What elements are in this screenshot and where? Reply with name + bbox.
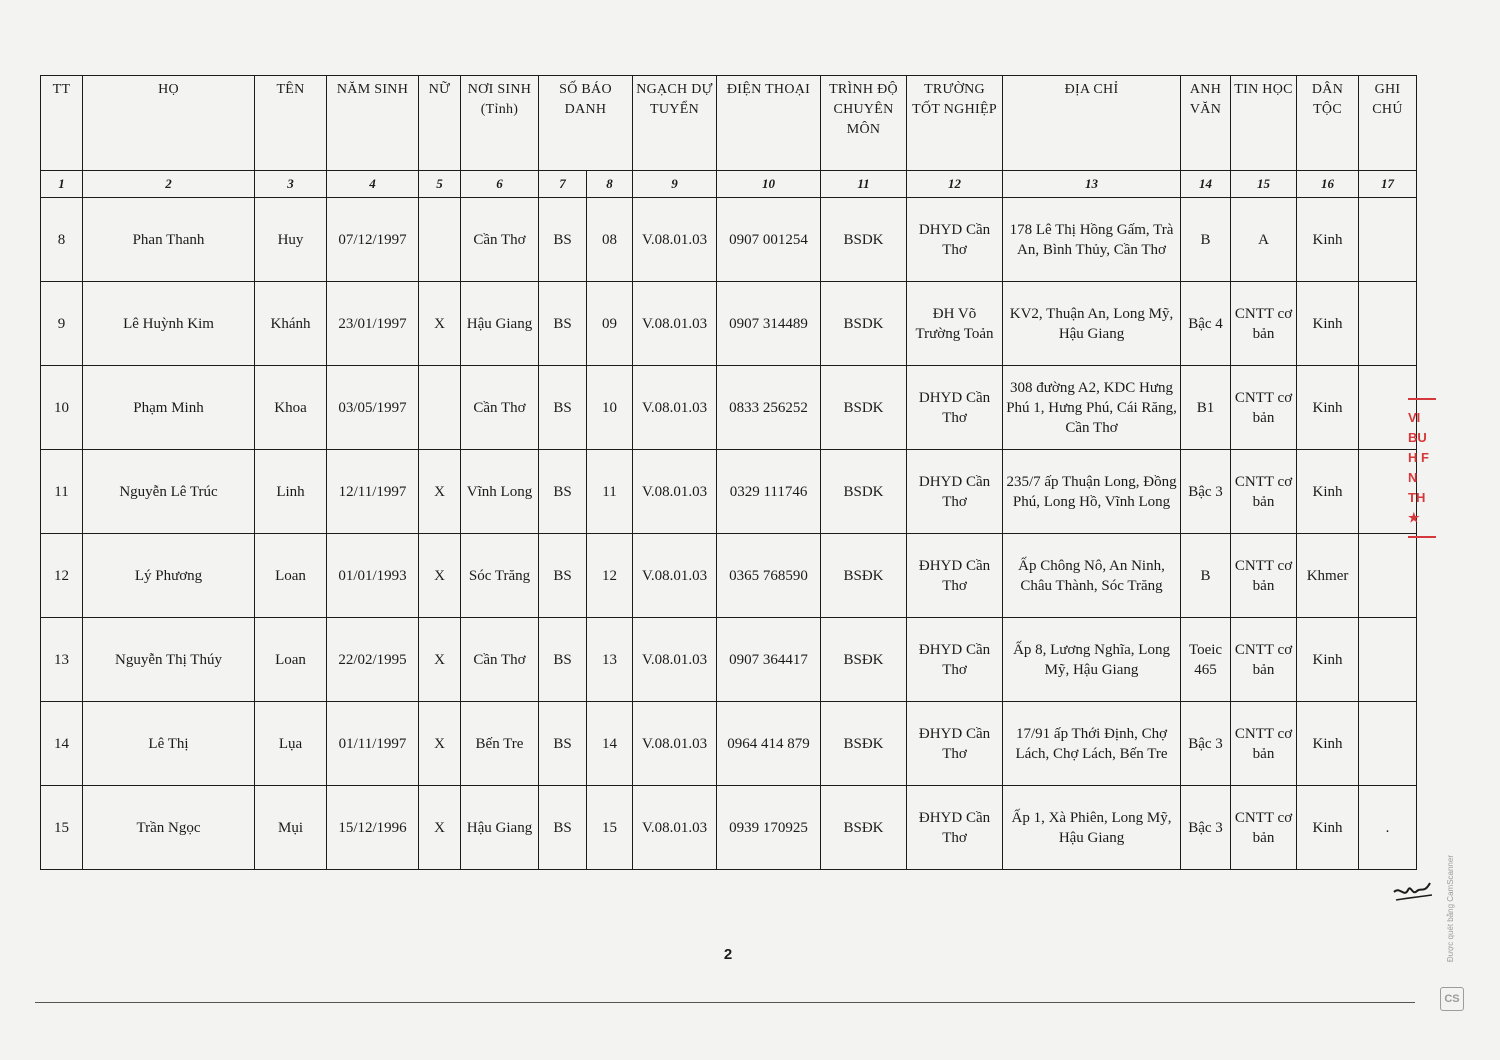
cell-trinh-do: BSĐK — [821, 618, 907, 702]
cell-nu: X — [419, 534, 461, 618]
column-number: 16 — [1297, 171, 1359, 198]
cell-trinh-do: BSĐK — [821, 702, 907, 786]
cell-anh-van: Bậc 4 — [1181, 282, 1231, 366]
column-number: 7 — [539, 171, 587, 198]
camscanner-logo-icon: CS — [1440, 987, 1464, 1011]
header-row — [41, 76, 1417, 171]
header-dia-chi: ĐỊA CHỈ — [1003, 76, 1181, 171]
cell-ma: BS — [539, 618, 587, 702]
cell-so: 10 — [587, 366, 633, 450]
table-row — [41, 366, 1417, 450]
cell-noi-sinh: Sóc Trăng — [461, 534, 539, 618]
candidate-roster-table — [40, 75, 1417, 870]
cell-nu — [419, 366, 461, 450]
cell-so: 15 — [587, 786, 633, 870]
cell-ngach: V.08.01.03 — [633, 786, 717, 870]
cell-ma: BS — [539, 534, 587, 618]
cell-nu — [419, 198, 461, 282]
cell-ngach: V.08.01.03 — [633, 534, 717, 618]
header-dan-toc: DÂN TỘC — [1297, 76, 1359, 171]
cell-noi-sinh: Cần Thơ — [461, 618, 539, 702]
cell-nu: X — [419, 450, 461, 534]
cell-nam-sinh: 01/01/1993 — [327, 534, 419, 618]
cell-ho: Nguyễn Lê Trúc — [83, 450, 255, 534]
cell-dia-chi: 17/91 ấp Thới Định, Chợ Lách, Chợ Lách, Bến Tre — [1003, 702, 1181, 786]
header-ten: TÊN — [255, 76, 327, 171]
cell-nam-sinh: 15/12/1996 — [327, 786, 419, 870]
cell-ho: Lê Thị — [83, 702, 255, 786]
cell-nam-sinh: 23/01/1997 — [327, 282, 419, 366]
cell-so: 14 — [587, 702, 633, 786]
cell-tin-hoc: A — [1231, 198, 1297, 282]
cell-noi-sinh: Hậu Giang — [461, 786, 539, 870]
table-row — [41, 618, 1417, 702]
table-row — [41, 534, 1417, 618]
cell-anh-van: B — [1181, 534, 1231, 618]
cell-ten: Khoa — [255, 366, 327, 450]
page-number: 2 — [723, 946, 733, 963]
cell-trinh-do: BSĐK — [821, 534, 907, 618]
cell-so: 13 — [587, 618, 633, 702]
cell-ma: BS — [539, 786, 587, 870]
cell-ten: Mụi — [255, 786, 327, 870]
column-number: 2 — [83, 171, 255, 198]
column-number: 3 — [255, 171, 327, 198]
cell-ma: BS — [539, 366, 587, 450]
scanner-watermark — [1440, 855, 1464, 1015]
cell-ma: BS — [539, 702, 587, 786]
cell-noi-sinh: Vĩnh Long — [461, 450, 539, 534]
cell-noi-sinh: Cần Thơ — [461, 366, 539, 450]
column-number: 9 — [633, 171, 717, 198]
seal-text: VI — [1408, 410, 1421, 425]
header-nam-sinh: NĂM SINH — [327, 76, 419, 171]
cell-trinh-do: BSĐK — [821, 786, 907, 870]
header-so-bao-danh: SỐ BÁO DANH — [539, 76, 633, 171]
cell-nam-sinh: 03/05/1997 — [327, 366, 419, 450]
cell-ghi-chu — [1359, 282, 1417, 366]
cell-truong: ĐHYD Cần Thơ — [907, 534, 1003, 618]
cell-nu: X — [419, 618, 461, 702]
cell-ghi-chu — [1359, 618, 1417, 702]
cell-tt: 13 — [41, 618, 83, 702]
cell-truong: ĐHYD Cần Thơ — [907, 702, 1003, 786]
column-number: 10 — [717, 171, 821, 198]
cell-ma: BS — [539, 450, 587, 534]
seal-text: BU — [1408, 430, 1427, 445]
cell-ho: Lý Phương — [83, 534, 255, 618]
cell-ngach: V.08.01.03 — [633, 450, 717, 534]
header-tt: TT — [41, 76, 83, 171]
header-noi-sinh: NƠI SINH (Tỉnh) — [461, 76, 539, 171]
cell-nam-sinh: 22/02/1995 — [327, 618, 419, 702]
cell-ghi-chu — [1359, 702, 1417, 786]
cell-truong: DHYD Cần Thơ — [907, 450, 1003, 534]
cell-anh-van: B1 — [1181, 366, 1231, 450]
seal-line — [1408, 398, 1436, 400]
cell-dan-toc: Kinh — [1297, 786, 1359, 870]
cell-ma: BS — [539, 198, 587, 282]
table-row — [41, 786, 1417, 870]
cell-ngach: V.08.01.03 — [633, 702, 717, 786]
table-row — [41, 702, 1417, 786]
header-dien-thoai: ĐIỆN THOẠI — [717, 76, 821, 171]
column-number: 1 — [41, 171, 83, 198]
cell-noi-sinh: Bến Tre — [461, 702, 539, 786]
column-number: 11 — [821, 171, 907, 198]
cell-ho: Phan Thanh — [83, 198, 255, 282]
cell-ho: Phạm Minh — [83, 366, 255, 450]
table-row — [41, 198, 1417, 282]
cell-tt: 15 — [41, 786, 83, 870]
header-ghi-chu: GHI CHÚ — [1359, 76, 1417, 171]
cell-dien-thoai: 0907 314489 — [717, 282, 821, 366]
column-number: 6 — [461, 171, 539, 198]
cell-dien-thoai: 0365 768590 — [717, 534, 821, 618]
seal-text: N TH — [1408, 470, 1426, 505]
cell-ngach: V.08.01.03 — [633, 618, 717, 702]
seal-text: H F — [1408, 450, 1429, 465]
cell-dan-toc: Kinh — [1297, 618, 1359, 702]
cell-dien-thoai: 0939 170925 — [717, 786, 821, 870]
cell-ten: Khánh — [255, 282, 327, 366]
cell-so: 11 — [587, 450, 633, 534]
header-ho: HỌ — [83, 76, 255, 171]
cell-dien-thoai: 0907 364417 — [717, 618, 821, 702]
cell-dia-chi: 178 Lê Thị Hồng Gấm, Trà An, Bình Thủy, Cần Thơ — [1003, 198, 1181, 282]
header-ngach: NGẠCH DỰ TUYỂN — [633, 76, 717, 171]
cell-tin-hoc: CNTT cơ bản — [1231, 702, 1297, 786]
cell-dien-thoai: 0329 111746 — [717, 450, 821, 534]
column-number: 8 — [587, 171, 633, 198]
header-anh-van: ANH VĂN — [1181, 76, 1231, 171]
roster-body — [41, 198, 1417, 870]
cell-truong: DHYD Cần Thơ — [907, 198, 1003, 282]
column-number: 12 — [907, 171, 1003, 198]
cell-truong: ĐH Võ Trường Toản — [907, 282, 1003, 366]
header-trinh-do: TRÌNH ĐỘ CHUYÊN MÔN — [821, 76, 907, 171]
cell-nam-sinh: 12/11/1997 — [327, 450, 419, 534]
cell-ghi-chu — [1359, 534, 1417, 618]
cell-truong: ĐHYD Cần Thơ — [907, 786, 1003, 870]
cell-tt: 14 — [41, 702, 83, 786]
cell-trinh-do: BSDK — [821, 366, 907, 450]
cell-ten: Loan — [255, 618, 327, 702]
cell-ten: Lụa — [255, 702, 327, 786]
cell-ho: Trần Ngọc — [83, 786, 255, 870]
cell-anh-van: Bậc 3 — [1181, 786, 1231, 870]
cell-dien-thoai: 0964 414 879 — [717, 702, 821, 786]
cell-anh-van: Bậc 3 — [1181, 702, 1231, 786]
cell-dia-chi: 235/7 ấp Thuận Long, Đồng Phú, Long Hồ, Vĩnh Long — [1003, 450, 1181, 534]
cell-trinh-do: BSDK — [821, 450, 907, 534]
cell-tin-hoc: CNTT cơ bản — [1231, 450, 1297, 534]
cell-tt: 8 — [41, 198, 83, 282]
header-nu: NỮ — [419, 76, 461, 171]
table-row — [41, 282, 1417, 366]
cell-dia-chi: Ấp 8, Lương Nghĩa, Long Mỹ, Hậu Giang — [1003, 618, 1181, 702]
cell-anh-van: Toeic 465 — [1181, 618, 1231, 702]
cell-tin-hoc: CNTT cơ bản — [1231, 618, 1297, 702]
cell-dia-chi: Ấp 1, Xà Phiên, Long Mỹ, Hậu Giang — [1003, 786, 1181, 870]
scanner-watermark-text: Được quét bằng CamScanner — [1446, 855, 1455, 963]
cell-ho: Nguyễn Thị Thúy — [83, 618, 255, 702]
cell-nam-sinh: 01/11/1997 — [327, 702, 419, 786]
cell-trinh-do: BSDK — [821, 198, 907, 282]
column-number: 5 — [419, 171, 461, 198]
cell-trinh-do: BSDK — [821, 282, 907, 366]
cell-ghi-chu: . — [1359, 786, 1417, 870]
cell-anh-van: B — [1181, 198, 1231, 282]
column-number-row — [41, 171, 1417, 198]
signature-mark — [1390, 878, 1435, 906]
column-number: 14 — [1181, 171, 1231, 198]
cell-ma: BS — [539, 282, 587, 366]
cell-anh-van: Bậc 3 — [1181, 450, 1231, 534]
seal-line — [1408, 536, 1436, 538]
cell-ngach: V.08.01.03 — [633, 198, 717, 282]
column-number: 4 — [327, 171, 419, 198]
cell-dan-toc: Khmer — [1297, 534, 1359, 618]
cell-dien-thoai: 0907 001254 — [717, 198, 821, 282]
cell-tin-hoc: CNTT cơ bản — [1231, 534, 1297, 618]
cell-tin-hoc: CNTT cơ bản — [1231, 366, 1297, 450]
table-row — [41, 450, 1417, 534]
cell-tin-hoc: CNTT cơ bản — [1231, 786, 1297, 870]
cell-ten: Loan — [255, 534, 327, 618]
cell-tt: 10 — [41, 366, 83, 450]
header-tin-hoc: TIN HỌC — [1231, 76, 1297, 171]
cell-dia-chi: Ấp Chông Nô, An Ninh, Châu Thành, Sóc Trăng — [1003, 534, 1181, 618]
cell-ngach: V.08.01.03 — [633, 282, 717, 366]
column-number: 17 — [1359, 171, 1417, 198]
cell-ten: Linh — [255, 450, 327, 534]
cell-ghi-chu — [1359, 198, 1417, 282]
column-number: 13 — [1003, 171, 1181, 198]
cell-nu: X — [419, 702, 461, 786]
cell-tt: 12 — [41, 534, 83, 618]
cell-so: 08 — [587, 198, 633, 282]
cell-noi-sinh: Cần Thơ — [461, 198, 539, 282]
cell-dia-chi: 308 đường A2, KDC Hưng Phú 1, Hưng Phú, Cái Răng, Cần Thơ — [1003, 366, 1181, 450]
cell-tin-hoc: CNTT cơ bản — [1231, 282, 1297, 366]
cell-dan-toc: Kinh — [1297, 198, 1359, 282]
cell-nu: X — [419, 786, 461, 870]
cell-ngach: V.08.01.03 — [633, 366, 717, 450]
cell-tt: 11 — [41, 450, 83, 534]
cell-dan-toc: Kinh — [1297, 282, 1359, 366]
cell-nam-sinh: 07/12/1997 — [327, 198, 419, 282]
red-seal-fragment — [1408, 390, 1438, 540]
cell-ten: Huy — [255, 198, 327, 282]
cell-noi-sinh: Hậu Giang — [461, 282, 539, 366]
seal-star-icon: ★ — [1408, 510, 1420, 525]
cell-truong: ĐHYD Cần Thơ — [907, 618, 1003, 702]
cell-ho: Lê Huỳnh Kim — [83, 282, 255, 366]
cell-nu: X — [419, 282, 461, 366]
cell-so: 12 — [587, 534, 633, 618]
header-truong: TRƯỜNG TỐT NGHIỆP — [907, 76, 1003, 171]
bottom-divider — [35, 1002, 1415, 1003]
cell-dien-thoai: 0833 256252 — [717, 366, 821, 450]
cell-tt: 9 — [41, 282, 83, 366]
cell-truong: DHYD Cần Thơ — [907, 366, 1003, 450]
column-number: 15 — [1231, 171, 1297, 198]
cell-so: 09 — [587, 282, 633, 366]
cell-dia-chi: KV2, Thuận An, Long Mỹ, Hậu Giang — [1003, 282, 1181, 366]
cell-dan-toc: Kinh — [1297, 450, 1359, 534]
cell-dan-toc: Kinh — [1297, 702, 1359, 786]
cell-dan-toc: Kinh — [1297, 366, 1359, 450]
